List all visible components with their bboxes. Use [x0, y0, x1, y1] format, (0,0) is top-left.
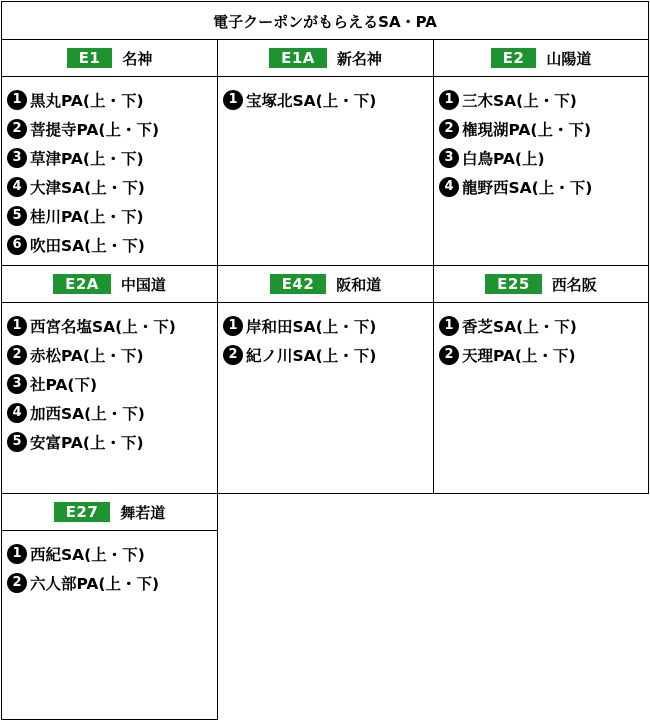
list-item [7, 340, 217, 369]
route-name: 西名阪 [551, 275, 597, 294]
route-name: 中国道 [120, 275, 166, 294]
circled-number-icon: 1 [7, 544, 27, 564]
circled-number-icon: 1 [7, 90, 27, 110]
route-code-badge: E2 [491, 48, 537, 68]
route-code-badge: E2A [53, 274, 111, 294]
circled-number-icon: 2 [223, 345, 243, 365]
circled-number-icon: 1 [439, 316, 459, 336]
circled-number-icon: 4 [7, 177, 27, 197]
station-name: 香芝SA(上・下) [462, 317, 577, 336]
list-item [223, 85, 433, 114]
route-name: 山陽道 [546, 49, 592, 68]
route-header [218, 40, 433, 77]
station-list [2, 303, 217, 456]
station-name: 大津SA(上・下) [30, 178, 145, 197]
circled-number-icon: 1 [439, 90, 459, 110]
route-code-badge: E42 [270, 274, 327, 294]
station-name: 三木SA(上・下) [462, 91, 577, 110]
list-item [7, 201, 217, 230]
route-section-e27 [1, 493, 218, 720]
station-name: 六人部PA(上・下) [30, 574, 160, 593]
list-item [7, 568, 217, 597]
route-name: 新名神 [336, 49, 382, 68]
circled-number-icon: 5 [7, 432, 27, 452]
station-list [2, 77, 217, 259]
circled-number-icon: 2 [7, 119, 27, 139]
list-item [439, 311, 648, 340]
station-name: 西紀SA(上・下) [30, 545, 145, 564]
route-section-e2 [433, 39, 649, 266]
station-name: 吹田SA(上・下) [30, 236, 145, 255]
list-item [439, 114, 648, 143]
list-item [7, 398, 217, 427]
circled-number-icon: 3 [439, 148, 459, 168]
circled-number-icon: 6 [7, 235, 27, 255]
circled-number-icon: 1 [223, 90, 243, 110]
list-item [223, 311, 433, 340]
route-section-e25 [433, 265, 649, 494]
circled-number-icon: 2 [439, 345, 459, 365]
route-section-e1a [217, 39, 434, 266]
circled-number-icon: 2 [7, 573, 27, 593]
route-code-badge: E27 [54, 502, 111, 522]
circled-number-icon: 4 [7, 403, 27, 423]
station-name: 社PA(下) [30, 375, 98, 394]
list-item [439, 172, 648, 201]
page-title: 電子クーポンがもらえるSA・PA [1, 1, 649, 41]
route-header [434, 266, 648, 303]
station-name: 桂川PA(上・下) [30, 207, 144, 226]
route-code-badge: E25 [485, 274, 542, 294]
station-name: 菩提寺PA(上・下) [30, 120, 160, 139]
station-list [434, 303, 648, 369]
station-name: 天理PA(上・下) [462, 346, 576, 365]
list-item [7, 539, 217, 568]
station-name: 草津PA(上・下) [30, 149, 144, 168]
station-list [434, 77, 648, 201]
station-name: 加西SA(上・下) [30, 404, 145, 423]
list-item [7, 114, 217, 143]
list-item [7, 230, 217, 259]
circled-number-icon: 3 [7, 374, 27, 394]
station-name: 西宮名塩SA(上・下) [30, 317, 176, 336]
circled-number-icon: 5 [7, 206, 27, 226]
route-code-badge: E1A [269, 48, 327, 68]
station-name: 龍野西SA(上・下) [462, 178, 593, 197]
route-header [2, 266, 217, 303]
route-name: 阪和道 [336, 275, 382, 294]
list-item [7, 311, 217, 340]
station-list [218, 303, 433, 369]
circled-number-icon: 2 [439, 119, 459, 139]
list-item [7, 427, 217, 456]
list-item [439, 340, 648, 369]
station-name: 白鳥PA(上) [462, 149, 545, 168]
route-header [2, 40, 217, 77]
list-item [7, 369, 217, 398]
route-header [434, 40, 648, 77]
route-name: 名神 [122, 49, 153, 68]
station-name: 赤松PA(上・下) [30, 346, 144, 365]
list-item [7, 143, 217, 172]
station-name: 安富PA(上・下) [30, 433, 144, 452]
station-name: 紀ノ川SA(上・下) [246, 346, 377, 365]
list-item [439, 85, 648, 114]
route-header [2, 494, 217, 531]
list-item [439, 143, 648, 172]
circled-number-icon: 1 [223, 316, 243, 336]
route-name: 舞若道 [120, 503, 166, 522]
route-header [218, 266, 433, 303]
list-item [7, 85, 217, 114]
station-list [2, 531, 217, 597]
station-name: 岸和田SA(上・下) [246, 317, 377, 336]
station-name: 宝塚北SA(上・下) [246, 91, 377, 110]
route-section-e42 [217, 265, 434, 494]
route-code-badge: E1 [67, 48, 113, 68]
list-item [223, 340, 433, 369]
circled-number-icon: 4 [439, 177, 459, 197]
list-item [7, 172, 217, 201]
circled-number-icon: 1 [7, 316, 27, 336]
circled-number-icon: 3 [7, 148, 27, 168]
route-section-e1 [1, 39, 218, 266]
station-list [218, 77, 433, 114]
route-section-e2a [1, 265, 218, 494]
circled-number-icon: 2 [7, 345, 27, 365]
station-name: 権現湖PA(上・下) [462, 120, 592, 139]
station-name: 黒丸PA(上・下) [30, 91, 144, 110]
